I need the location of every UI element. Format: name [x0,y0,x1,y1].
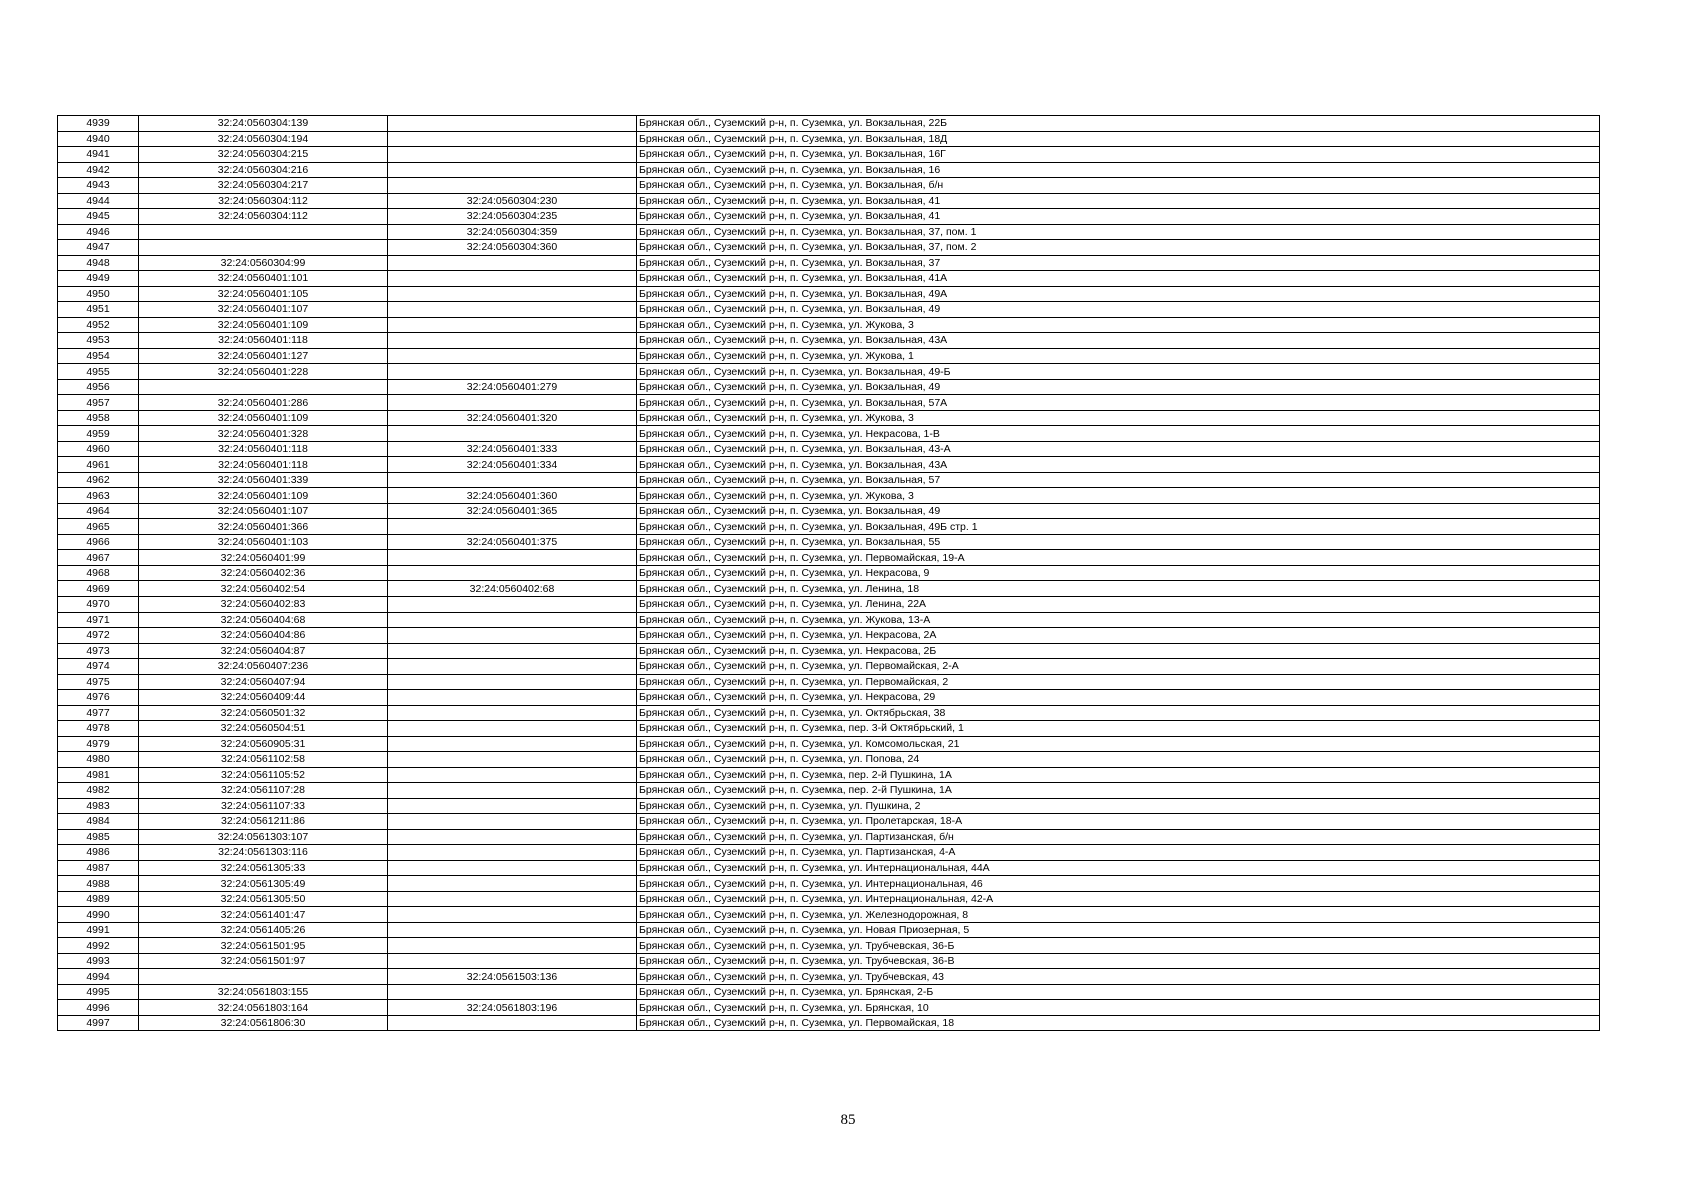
address-cell: Брянская обл., Суземский р-н, п. Суземка, ул. Вокзальная, 43А [637,457,1600,473]
address-cell: Брянская обл., Суземский р-н, п. Суземка, ул. Ленина, 22А [637,596,1600,612]
cadastral-number-cell: 32:24:0560304:99 [139,255,388,271]
row-number-cell: 4969 [58,581,139,597]
table-row [58,783,1600,799]
table-row [58,876,1600,892]
row-number-cell: 4988 [58,876,139,892]
object-cadastral-number-cell [388,178,637,194]
table-row [58,348,1600,364]
table-row [58,767,1600,783]
row-number-cell: 4995 [58,984,139,1000]
object-cadastral-number-cell [388,953,637,969]
cadastral-number-cell: 32:24:0560401:328 [139,426,388,442]
address-cell: Брянская обл., Суземский р-н, п. Суземка, ул. Новая Приозерная, 5 [637,922,1600,938]
address-cell: Брянская обл., Суземский р-н, п. Суземка, ул. Жукова, 3 [637,410,1600,426]
object-cadastral-number-cell [388,938,637,954]
address-cell: Брянская обл., Суземский р-н, п. Суземка, ул. Вокзальная, 37, пом. 1 [637,224,1600,240]
cadastral-number-cell: 32:24:0560304:112 [139,193,388,209]
row-number-cell: 4955 [58,364,139,380]
address-cell: Брянская обл., Суземский р-н, п. Суземка, ул. Вокзальная, 49 [637,302,1600,318]
table-row [58,441,1600,457]
table-row [58,147,1600,163]
table-row [58,333,1600,349]
cadastral-number-cell: 32:24:0561211:86 [139,814,388,830]
address-cell: Брянская обл., Суземский р-н, п. Суземка, ул. Некрасова, 9 [637,565,1600,581]
cadastral-number-cell: 32:24:0560401:103 [139,534,388,550]
table-row [58,674,1600,690]
address-cell: Брянская обл., Суземский р-н, п. Суземка, ул. Первомайская, 18 [637,1015,1600,1031]
row-number-cell: 4994 [58,969,139,985]
row-number-cell: 4940 [58,131,139,147]
row-number-cell: 4974 [58,659,139,675]
cadastral-number-cell: 32:24:0561803:164 [139,1000,388,1016]
table-row [58,829,1600,845]
object-cadastral-number-cell [388,659,637,675]
row-number-cell: 4957 [58,395,139,411]
table-row [58,643,1600,659]
address-cell: Брянская обл., Суземский р-н, п. Суземка, ул. Партизанская, б/н [637,829,1600,845]
address-cell: Брянская обл., Суземский р-н, п. Суземка, ул. Вокзальная, 57 [637,472,1600,488]
object-cadastral-number-cell: 32:24:0560401:333 [388,441,637,457]
address-cell: Брянская обл., Суземский р-н, п. Суземка, ул. Партизанская, 4-А [637,845,1600,861]
row-number-cell: 4990 [58,907,139,923]
object-cadastral-number-cell [388,395,637,411]
table-row [58,1015,1600,1031]
table-row [58,938,1600,954]
cadastral-number-cell: 32:24:0560401:118 [139,333,388,349]
object-cadastral-number-cell [388,860,637,876]
row-number-cell: 4971 [58,612,139,628]
row-number-cell: 4993 [58,953,139,969]
table-row [58,860,1600,876]
cadastral-number-cell: 32:24:0560401:366 [139,519,388,535]
object-cadastral-number-cell: 32:24:0560401:279 [388,379,637,395]
object-cadastral-number-cell: 32:24:0560402:68 [388,581,637,597]
row-number-cell: 4946 [58,224,139,240]
row-number-cell: 4991 [58,922,139,938]
object-cadastral-number-cell [388,705,637,721]
row-number-cell: 4984 [58,814,139,830]
object-cadastral-number-cell [388,348,637,364]
object-cadastral-number-cell [388,565,637,581]
row-number-cell: 4947 [58,240,139,256]
cadastral-number-cell: 32:24:0561102:58 [139,752,388,768]
table-row [58,581,1600,597]
object-cadastral-number-cell [388,131,637,147]
cadastral-number-cell: 32:24:0561501:95 [139,938,388,954]
object-cadastral-number-cell [388,162,637,178]
object-cadastral-number-cell: 32:24:0560401:360 [388,488,637,504]
address-cell: Брянская обл., Суземский р-н, п. Суземка, ул. Интернациональная, 46 [637,876,1600,892]
object-cadastral-number-cell [388,907,637,923]
row-number-cell: 4980 [58,752,139,768]
object-cadastral-number-cell [388,472,637,488]
cadastral-number-cell: 32:24:0560401:109 [139,410,388,426]
address-cell: Брянская обл., Суземский р-н, п. Суземка, ул. Брянская, 10 [637,1000,1600,1016]
cadastral-number-cell: 32:24:0560401:127 [139,348,388,364]
row-number-cell: 4979 [58,736,139,752]
object-cadastral-number-cell [388,1015,637,1031]
address-cell: Брянская обл., Суземский р-н, п. Суземка, ул. Вокзальная, 37, пом. 2 [637,240,1600,256]
cadastral-number-cell: 32:24:0561107:33 [139,798,388,814]
address-cell: Брянская обл., Суземский р-н, п. Суземка, ул. Железнодорожная, 8 [637,907,1600,923]
registry-table [57,115,1600,1031]
row-number-cell: 4952 [58,317,139,333]
row-number-cell: 4965 [58,519,139,535]
table-row [58,410,1600,426]
object-cadastral-number-cell [388,271,637,287]
object-cadastral-number-cell [388,845,637,861]
cadastral-number-cell: 32:24:0560304:215 [139,147,388,163]
table-row [58,240,1600,256]
address-cell: Брянская обл., Суземский р-н, п. Суземка, ул. Вокзальная, 16Г [637,147,1600,163]
address-cell: Брянская обл., Суземский р-н, п. Суземка, ул. Трубчевская, 36-Б [637,938,1600,954]
address-cell: Брянская обл., Суземский р-н, п. Суземка, ул. Вокзальная, 55 [637,534,1600,550]
object-cadastral-number-cell [388,426,637,442]
object-cadastral-number-cell [388,596,637,612]
row-number-cell: 4972 [58,628,139,644]
table-row [58,845,1600,861]
table-row [58,116,1600,132]
object-cadastral-number-cell: 32:24:0560304:235 [388,209,637,225]
row-number-cell: 4997 [58,1015,139,1031]
row-number-cell: 4941 [58,147,139,163]
table-row [58,891,1600,907]
row-number-cell: 4948 [58,255,139,271]
table-row [58,922,1600,938]
object-cadastral-number-cell [388,767,637,783]
table-row [58,550,1600,566]
table-row [58,426,1600,442]
object-cadastral-number-cell: 32:24:0560304:230 [388,193,637,209]
row-number-cell: 4951 [58,302,139,318]
table-row [58,690,1600,706]
table-row [58,969,1600,985]
row-number-cell: 4960 [58,441,139,457]
cadastral-number-cell: 32:24:0560401:107 [139,503,388,519]
row-number-cell: 4985 [58,829,139,845]
object-cadastral-number-cell [388,333,637,349]
row-number-cell: 4967 [58,550,139,566]
row-number-cell: 4962 [58,472,139,488]
row-number-cell: 4961 [58,457,139,473]
table-row [58,721,1600,737]
object-cadastral-number-cell [388,302,637,318]
cadastral-number-cell: 32:24:0560407:236 [139,659,388,675]
row-number-cell: 4958 [58,410,139,426]
cadastral-number-cell: 32:24:0561305:33 [139,860,388,876]
cadastral-number-cell: 32:24:0560401:228 [139,364,388,380]
table-row [58,209,1600,225]
address-cell: Брянская обл., Суземский р-н, п. Суземка, пер. 2-й Пушкина, 1А [637,783,1600,799]
address-cell: Брянская обл., Суземский р-н, п. Суземка, ул. Некрасова, 29 [637,690,1600,706]
table-row [58,628,1600,644]
address-cell: Брянская обл., Суземский р-н, п. Суземка, ул. Вокзальная, б/н [637,178,1600,194]
row-number-cell: 4976 [58,690,139,706]
row-number-cell: 4983 [58,798,139,814]
cadastral-number-cell: 32:24:0560407:94 [139,674,388,690]
object-cadastral-number-cell [388,612,637,628]
table-row [58,596,1600,612]
table-row [58,534,1600,550]
cadastral-number-cell: 32:24:0560401:105 [139,286,388,302]
address-cell: Брянская обл., Суземский р-н, п. Суземка, ул. Октябрьская, 38 [637,705,1600,721]
address-cell: Брянская обл., Суземский р-н, п. Суземка, ул. Интернациональная, 44А [637,860,1600,876]
address-cell: Брянская обл., Суземский р-н, п. Суземка, ул. Вокзальная, 37 [637,255,1600,271]
object-cadastral-number-cell [388,798,637,814]
cadastral-number-cell: 32:24:0560401:118 [139,441,388,457]
address-cell: Брянская обл., Суземский р-н, п. Суземка, ул. Вокзальная, 22Б [637,116,1600,132]
cadastral-number-cell: 32:24:0560401:107 [139,302,388,318]
address-cell: Брянская обл., Суземский р-н, п. Суземка, ул. Первомайская, 19-А [637,550,1600,566]
cadastral-number-cell: 32:24:0561803:155 [139,984,388,1000]
row-number-cell: 4975 [58,674,139,690]
row-number-cell: 4950 [58,286,139,302]
row-number-cell: 4968 [58,565,139,581]
object-cadastral-number-cell [388,255,637,271]
cadastral-number-cell: 32:24:0560402:83 [139,596,388,612]
cadastral-number-cell: 32:24:0561305:50 [139,891,388,907]
row-number-cell: 4982 [58,783,139,799]
address-cell: Брянская обл., Суземский р-н, п. Суземка, ул. Пушкина, 2 [637,798,1600,814]
row-number-cell: 4966 [58,534,139,550]
cadastral-number-cell: 32:24:0560401:101 [139,271,388,287]
object-cadastral-number-cell [388,628,637,644]
table-row [58,224,1600,240]
table-row [58,302,1600,318]
cadastral-number-cell: 32:24:0561303:107 [139,829,388,845]
row-number-cell: 4953 [58,333,139,349]
row-number-cell: 4945 [58,209,139,225]
object-cadastral-number-cell [388,147,637,163]
table-row [58,488,1600,504]
row-number-cell: 4959 [58,426,139,442]
table-row [58,503,1600,519]
cadastral-number-cell: 32:24:0560401:339 [139,472,388,488]
object-cadastral-number-cell [388,286,637,302]
address-cell: Брянская обл., Суземский р-н, п. Суземка, ул. Вокзальная, 49Б стр. 1 [637,519,1600,535]
address-cell: Брянская обл., Суземский р-н, п. Суземка, ул. Некрасова, 2А [637,628,1600,644]
row-number-cell: 4942 [58,162,139,178]
address-cell: Брянская обл., Суземский р-н, п. Суземка, ул. Жукова, 3 [637,317,1600,333]
object-cadastral-number-cell: 32:24:0561803:196 [388,1000,637,1016]
address-cell: Брянская обл., Суземский р-н, п. Суземка, ул. Ленина, 18 [637,581,1600,597]
address-cell: Брянская обл., Суземский р-н, п. Суземка, ул. Трубчевская, 36-В [637,953,1600,969]
row-number-cell: 4981 [58,767,139,783]
cadastral-number-cell: 32:24:0560401:286 [139,395,388,411]
cadastral-number-cell: 32:24:0560401:118 [139,457,388,473]
table-row [58,178,1600,194]
table-row [58,612,1600,628]
address-cell: Брянская обл., Суземский р-н, п. Суземка, ул. Первомайская, 2-А [637,659,1600,675]
address-cell: Брянская обл., Суземский р-н, п. Суземка, ул. Вокзальная, 49 [637,379,1600,395]
cadastral-number-cell: 32:24:0560401:99 [139,550,388,566]
row-number-cell: 4992 [58,938,139,954]
cadastral-number-cell: 32:24:0560304:194 [139,131,388,147]
address-cell: Брянская обл., Суземский р-н, п. Суземка, ул. Вокзальная, 49А [637,286,1600,302]
object-cadastral-number-cell [388,891,637,907]
address-cell: Брянская обл., Суземский р-н, п. Суземка, ул. Жукова, 13-А [637,612,1600,628]
row-number-cell: 4978 [58,721,139,737]
object-cadastral-number-cell [388,721,637,737]
row-number-cell: 4949 [58,271,139,287]
cadastral-number-cell [139,224,388,240]
cadastral-number-cell: 32:24:0560402:54 [139,581,388,597]
cadastral-number-cell: 32:24:0560402:36 [139,565,388,581]
table-row [58,814,1600,830]
object-cadastral-number-cell [388,783,637,799]
address-cell: Брянская обл., Суземский р-н, п. Суземка, ул. Вокзальная, 41 [637,209,1600,225]
table-row [58,472,1600,488]
object-cadastral-number-cell [388,317,637,333]
table-row [58,659,1600,675]
address-cell: Брянская обл., Суземский р-н, п. Суземка, ул. Жукова, 3 [637,488,1600,504]
object-cadastral-number-cell [388,116,637,132]
table-row [58,907,1600,923]
table-row [58,798,1600,814]
cadastral-number-cell: 32:24:0560401:109 [139,317,388,333]
address-cell: Брянская обл., Суземский р-н, п. Суземка, ул. Жукова, 1 [637,348,1600,364]
object-cadastral-number-cell [388,674,637,690]
object-cadastral-number-cell: 32:24:0560304:360 [388,240,637,256]
address-cell: Брянская обл., Суземский р-н, п. Суземка, ул. Пролетарская, 18-А [637,814,1600,830]
registry-table-body [58,116,1600,1031]
cadastral-number-cell: 32:24:0561401:47 [139,907,388,923]
table-row [58,953,1600,969]
cadastral-number-cell: 32:24:0561501:97 [139,953,388,969]
table-row [58,317,1600,333]
cadastral-number-cell: 32:24:0561303:116 [139,845,388,861]
row-number-cell: 4954 [58,348,139,364]
address-cell: Брянская обл., Суземский р-н, п. Суземка, пер. 2-й Пушкина, 1А [637,767,1600,783]
address-cell: Брянская обл., Суземский р-н, п. Суземка, ул. Брянская, 2-Б [637,984,1600,1000]
table-row [58,193,1600,209]
cadastral-number-cell [139,379,388,395]
address-cell: Брянская обл., Суземский р-н, п. Суземка, ул. Попова, 24 [637,752,1600,768]
object-cadastral-number-cell [388,643,637,659]
address-cell: Брянская обл., Суземский р-н, п. Суземка, ул. Вокзальная, 18Д [637,131,1600,147]
cadastral-number-cell: 32:24:0560905:31 [139,736,388,752]
row-number-cell: 4970 [58,596,139,612]
row-number-cell: 4956 [58,379,139,395]
row-number-cell: 4977 [58,705,139,721]
table-row [58,395,1600,411]
cadastral-number-cell: 32:24:0561107:28 [139,783,388,799]
table-row [58,705,1600,721]
address-cell: Брянская обл., Суземский р-н, п. Суземка, ул. Комсомольская, 21 [637,736,1600,752]
object-cadastral-number-cell: 32:24:0560401:375 [388,534,637,550]
table-row [58,162,1600,178]
object-cadastral-number-cell [388,736,637,752]
cadastral-number-cell: 32:24:0560501:32 [139,705,388,721]
cadastral-number-cell: 32:24:0560304:139 [139,116,388,132]
row-number-cell: 4996 [58,1000,139,1016]
cadastral-number-cell: 32:24:0561806:30 [139,1015,388,1031]
row-number-cell: 4963 [58,488,139,504]
table-row [58,286,1600,302]
row-number-cell: 4964 [58,503,139,519]
address-cell: Брянская обл., Суземский р-н, п. Суземка, ул. Вокзальная, 57А [637,395,1600,411]
cadastral-number-cell: 32:24:0560304:217 [139,178,388,194]
object-cadastral-number-cell: 32:24:0561503:136 [388,969,637,985]
row-number-cell: 4989 [58,891,139,907]
cadastral-number-cell: 32:24:0561105:52 [139,767,388,783]
table-row [58,255,1600,271]
address-cell: Брянская обл., Суземский р-н, п. Суземка, ул. Вокзальная, 41А [637,271,1600,287]
cadastral-number-cell: 32:24:0560304:112 [139,209,388,225]
object-cadastral-number-cell [388,876,637,892]
table-row [58,984,1600,1000]
table-row [58,271,1600,287]
object-cadastral-number-cell [388,984,637,1000]
table-row [58,379,1600,395]
cadastral-number-cell: 32:24:0560504:51 [139,721,388,737]
object-cadastral-number-cell: 32:24:0560304:359 [388,224,637,240]
row-number-cell: 4987 [58,860,139,876]
address-cell: Брянская обл., Суземский р-н, п. Суземка, ул. Некрасова, 1-В [637,426,1600,442]
cadastral-number-cell: 32:24:0560404:87 [139,643,388,659]
table-row [58,519,1600,535]
object-cadastral-number-cell [388,550,637,566]
address-cell: Брянская обл., Суземский р-н, п. Суземка, ул. Некрасова, 2Б [637,643,1600,659]
cadastral-number-cell: 32:24:0561305:49 [139,876,388,892]
object-cadastral-number-cell: 32:24:0560401:334 [388,457,637,473]
cadastral-number-cell: 32:24:0560404:68 [139,612,388,628]
address-cell: Брянская обл., Суземский р-н, п. Суземка, пер. 3-й Октябрьский, 1 [637,721,1600,737]
object-cadastral-number-cell [388,922,637,938]
cadastral-number-cell: 32:24:0560404:86 [139,628,388,644]
table-row [58,752,1600,768]
address-cell: Брянская обл., Суземский р-н, п. Суземка, ул. Трубчевская, 43 [637,969,1600,985]
table-row [58,1000,1600,1016]
object-cadastral-number-cell [388,814,637,830]
address-cell: Брянская обл., Суземский р-н, п. Суземка, ул. Вокзальная, 49-Б [637,364,1600,380]
object-cadastral-number-cell [388,752,637,768]
row-number-cell: 4986 [58,845,139,861]
cadastral-number-cell: 32:24:0560409:44 [139,690,388,706]
address-cell: Брянская обл., Суземский р-н, п. Суземка, ул. Первомайская, 2 [637,674,1600,690]
row-number-cell: 4944 [58,193,139,209]
object-cadastral-number-cell: 32:24:0560401:365 [388,503,637,519]
object-cadastral-number-cell [388,364,637,380]
address-cell: Брянская обл., Суземский р-н, п. Суземка, ул. Вокзальная, 49 [637,503,1600,519]
object-cadastral-number-cell [388,519,637,535]
object-cadastral-number-cell: 32:24:0560401:320 [388,410,637,426]
address-cell: Брянская обл., Суземский р-н, п. Суземка, ул. Вокзальная, 41 [637,193,1600,209]
row-number-cell: 4943 [58,178,139,194]
cadastral-number-cell: 32:24:0560304:216 [139,162,388,178]
page-number: 85 [840,1112,856,1128]
cadastral-number-cell: 32:24:0561405:26 [139,922,388,938]
address-cell: Брянская обл., Суземский р-н, п. Суземка, ул. Вокзальная, 43А [637,333,1600,349]
table-row [58,736,1600,752]
cadastral-number-cell: 32:24:0560401:109 [139,488,388,504]
table-row [58,131,1600,147]
cadastral-number-cell [139,969,388,985]
cadastral-number-cell [139,240,388,256]
object-cadastral-number-cell [388,829,637,845]
table-row [58,364,1600,380]
table-row [58,457,1600,473]
address-cell: Брянская обл., Суземский р-н, п. Суземка, ул. Вокзальная, 43-А [637,441,1600,457]
object-cadastral-number-cell [388,690,637,706]
table-row [58,565,1600,581]
address-cell: Брянская обл., Суземский р-н, п. Суземка, ул. Интернациональная, 42-А [637,891,1600,907]
row-number-cell: 4939 [58,116,139,132]
address-cell: Брянская обл., Суземский р-н, п. Суземка, ул. Вокзальная, 16 [637,162,1600,178]
row-number-cell: 4973 [58,643,139,659]
